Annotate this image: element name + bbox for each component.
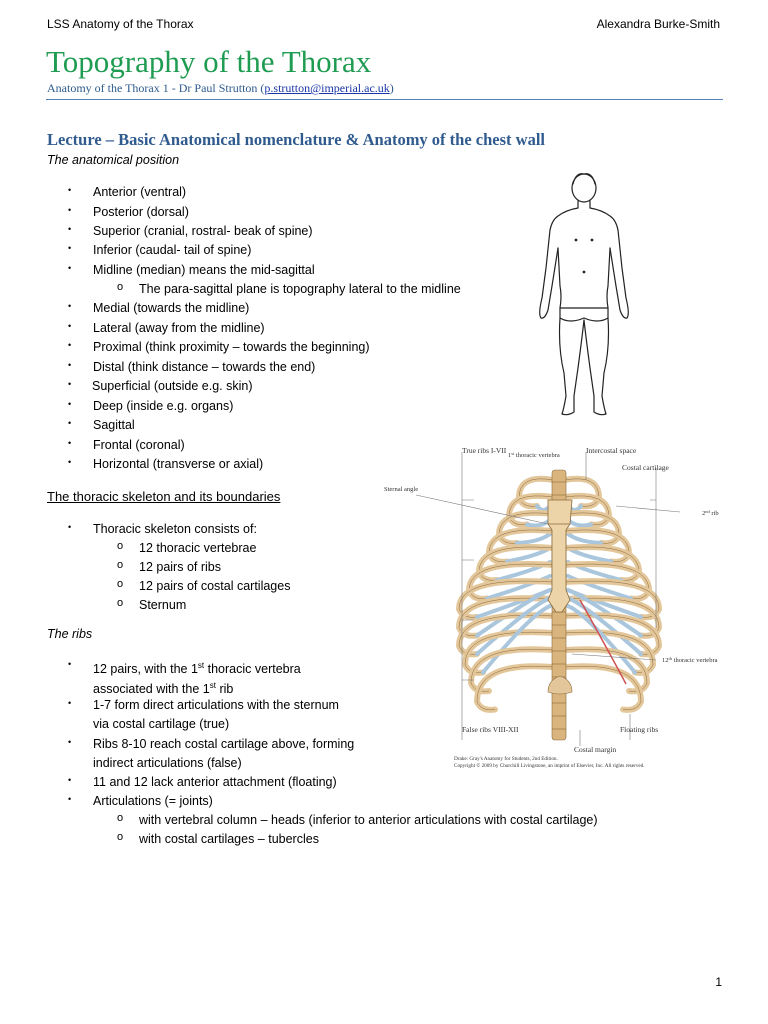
- title-divider: [46, 99, 723, 100]
- lecture-heading: Lecture – Basic Anatomical nomenclature & Anatomy of the chest wall: [47, 130, 545, 149]
- label-floating-ribs: Floating ribs: [620, 725, 659, 734]
- figure-credit-line-2: Copyright © 2009 by Churchill Livingstone, an imprint of Elsevier, Inc. All rights reserved.: [454, 763, 645, 769]
- list-item: Distal (think distance – towards the end): [93, 360, 316, 374]
- label-twelfth-thoracic-vertebra: 12th thoracic vertebra: [662, 656, 718, 664]
- bullet-marker: •: [68, 263, 72, 273]
- author-email-link[interactable]: p.strutton@imperial.ac.uk: [264, 81, 390, 95]
- label-intercostal-space: Intercostal space: [586, 446, 637, 455]
- document-subtitle: [47, 81, 394, 96]
- bullet-marker: •: [68, 340, 72, 350]
- figure-navel: [583, 271, 585, 273]
- ribs-subheading: The ribs: [47, 627, 93, 641]
- list-subitem: Sternum: [139, 598, 187, 612]
- bullet-marker: •: [68, 438, 72, 448]
- bullet-marker: •: [68, 659, 72, 669]
- label-second-rib: 2nd rib: [702, 509, 719, 517]
- subtitle-suffix: ): [389, 81, 394, 95]
- list-item: 1-7 form direct articulations with the sternum: [93, 698, 339, 712]
- list-item: Articulations (= joints): [93, 794, 213, 808]
- list-item-continuation: associated with the 1st rib: [93, 681, 234, 697]
- bullet-marker: •: [68, 457, 72, 467]
- list-item: 12 pairs, with the 1st thoracic vertebra: [93, 661, 301, 677]
- list-item: Midline (median) means the mid-sagittal: [93, 263, 315, 277]
- figure-hair: [573, 174, 595, 184]
- bullet-marker: •: [68, 418, 72, 428]
- list-item: Sagittal: [93, 418, 135, 432]
- bullet-marker: •: [68, 185, 72, 195]
- document-title: Topography of the Thorax: [46, 44, 372, 79]
- sub-bullet-marker: o: [117, 812, 124, 824]
- list-subitem: The para-sagittal plane is topography lateral to the midline: [139, 282, 461, 296]
- figure-torso: [558, 248, 610, 308]
- label-first-thoracic-vertebra: 1st thoracic vertebra: [508, 451, 560, 459]
- list-item: Superficial (outside e.g. skin): [92, 379, 253, 393]
- list-item: Medial (towards the midline): [93, 301, 250, 315]
- list-item: Ribs 8-10 reach costal cartilage above, forming: [93, 737, 355, 751]
- subtitle-prefix: Anatomy of the Thorax 1 - Dr Paul Strutton (: [47, 81, 265, 95]
- label-true-ribs: True ribs I-VII: [462, 446, 507, 455]
- page-number: 1: [715, 975, 722, 989]
- list-item: Inferior (caudal- tail of spine): [93, 243, 252, 257]
- figure-right-leg: [584, 318, 609, 415]
- figure-credit-line-1: Drake: Gray's Anatomy for Students, 2nd Edition.: [454, 756, 558, 762]
- list-subitem: with costal cartilages – tubercles: [139, 832, 319, 846]
- list-subitem: 12 pairs of costal cartilages: [139, 579, 291, 593]
- sub-bullet-marker: o: [117, 597, 124, 609]
- label-costal-margin: Costal margin: [574, 745, 617, 754]
- bullet-marker: •: [68, 321, 72, 331]
- sub-bullet-marker: o: [117, 281, 124, 293]
- anatomical-position-figure: [528, 168, 638, 424]
- bullet-marker: •: [68, 205, 72, 215]
- bullet-marker: •: [68, 794, 72, 804]
- list-item-continuation: indirect articulations (false): [93, 756, 242, 770]
- bullet-marker: •: [68, 522, 72, 532]
- bullet-marker: •: [68, 379, 72, 389]
- thoracic-cage-figure: [380, 440, 736, 772]
- thoracic-skeleton-heading: The thoracic skeleton and its boundaries: [47, 489, 281, 504]
- list-item: Posterior (dorsal): [93, 205, 189, 219]
- figure-briefs: [560, 308, 608, 321]
- list-item: Horizontal (transverse or axial): [93, 457, 264, 471]
- label-sternal-angle: Sternal angle: [384, 486, 419, 493]
- list-subitem: 12 pairs of ribs: [139, 560, 221, 574]
- list-item: Superior (cranial, rostral- beak of spine): [93, 224, 313, 238]
- bullet-marker: •: [68, 301, 72, 311]
- label-false-ribs: False ribs VIII-XII: [462, 725, 519, 734]
- list-item: Proximal (think proximity – towards the beginning): [93, 340, 370, 354]
- bullet-marker: •: [68, 399, 72, 409]
- anatomical-position-subheading: The anatomical position: [47, 153, 180, 167]
- running-header-left: LSS Anatomy of the Thorax: [47, 17, 194, 31]
- list-item: Lateral (away from the midline): [93, 321, 265, 335]
- bullet-marker: •: [68, 737, 72, 747]
- list-subitem: with vertebral column – heads (inferior to anterior articulations with costal cartilage): [139, 813, 598, 827]
- bullet-marker: •: [68, 775, 72, 785]
- label-costal-cartilage: Costal cartilage: [622, 463, 669, 472]
- bullet-marker: •: [68, 360, 72, 370]
- list-subitem: 12 thoracic vertebrae: [139, 541, 257, 555]
- figure-nipple-right: [591, 239, 593, 241]
- sub-bullet-marker: o: [117, 578, 124, 590]
- figure-left-leg: [560, 318, 585, 415]
- list-item-continuation: via costal cartilage (true): [93, 717, 230, 731]
- list-item: 11 and 12 lack anterior attachment (floating): [93, 775, 337, 789]
- sub-bullet-marker: o: [117, 559, 124, 571]
- list-item: Anterior (ventral): [93, 185, 187, 199]
- bullet-marker: •: [68, 224, 72, 234]
- running-header-right: Alexandra Burke-Smith: [596, 17, 720, 31]
- sub-bullet-marker: o: [117, 831, 124, 843]
- list-item: Thoracic skeleton consists of:: [93, 522, 257, 536]
- sub-bullet-marker: o: [117, 540, 124, 552]
- bullet-marker: •: [68, 243, 72, 253]
- list-item: Deep (inside e.g. organs): [93, 399, 234, 413]
- list-item: Frontal (coronal): [93, 438, 185, 452]
- figure-nipple-left: [575, 239, 577, 241]
- bullet-marker: •: [68, 698, 72, 708]
